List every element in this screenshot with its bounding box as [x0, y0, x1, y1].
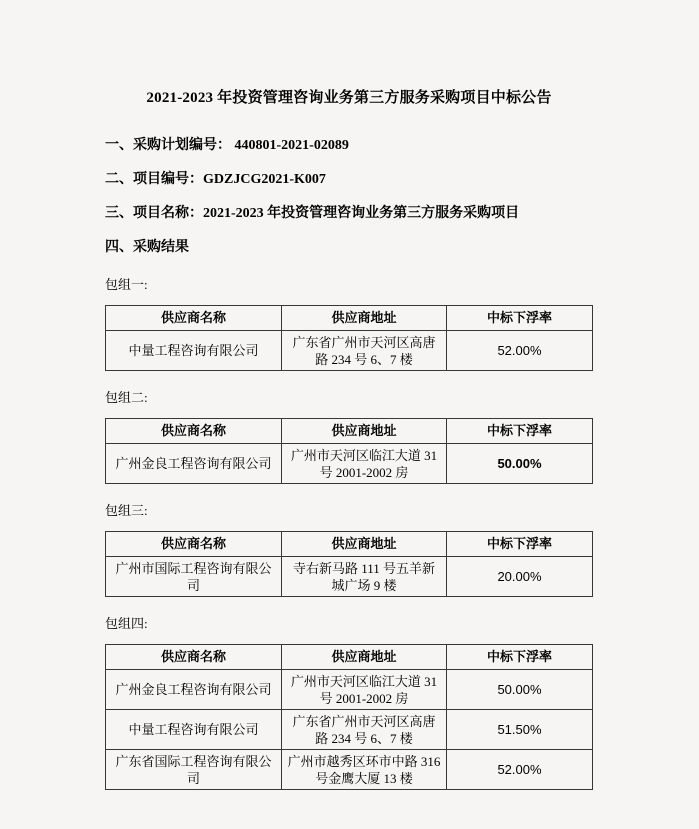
- package-group-4: [105, 616, 593, 790]
- supplier-name-cell: 广州市国际工程咨询有限公司: [106, 557, 282, 597]
- supplier-address-cell: 广东省广州市天河区高唐路 234 号 6、7 楼: [282, 331, 447, 371]
- column-header-winning-rate: 中标下浮率: [447, 306, 593, 331]
- column-header-supplier-address: 供应商地址: [282, 306, 447, 331]
- column-header-supplier-name: 供应商名称: [106, 306, 282, 331]
- column-header-supplier-name: 供应商名称: [106, 532, 282, 557]
- winning-rate-cell: 20.00%: [447, 557, 593, 597]
- supplier-name-cell: 中量工程咨询有限公司: [106, 710, 282, 750]
- winning-rate-cell: 51.50%: [447, 710, 593, 750]
- supplier-name-cell: 广州金良工程咨询有限公司: [106, 670, 282, 710]
- winning-rate-cell: 50.00%: [447, 670, 593, 710]
- column-header-supplier-address: 供应商地址: [282, 645, 447, 670]
- supplier-address-cell: 广东省广州市天河区高唐路 234 号 6、7 楼: [282, 710, 447, 750]
- group-1-award-table: [105, 305, 593, 371]
- supplier-name-cell: 广东省国际工程咨询有限公司: [106, 750, 282, 790]
- group-2-label: 包组二:: [105, 390, 148, 405]
- group-4-award-table: [105, 644, 593, 790]
- column-header-supplier-name: 供应商名称: [106, 419, 282, 444]
- column-header-winning-rate: 中标下浮率: [447, 419, 593, 444]
- package-group-1: [105, 277, 593, 371]
- winning-rate-cell: 52.00%: [447, 750, 593, 790]
- package-group-3: [105, 503, 593, 597]
- winning-rate-cell: 50.00%: [447, 444, 593, 484]
- meta-line-procurement-result: 四、采购结果: [105, 240, 189, 255]
- table-header-row: [106, 532, 593, 557]
- column-header-supplier-name: 供应商名称: [106, 645, 282, 670]
- supplier-name-cell: 中量工程咨询有限公司: [106, 331, 282, 371]
- column-header-winning-rate: 中标下浮率: [447, 645, 593, 670]
- package-group-2: [105, 390, 593, 484]
- meta-line-project-number: 二、项目编号：GDZJCG2021-K007: [105, 172, 326, 187]
- group-3-label: 包组三:: [105, 503, 148, 518]
- table-row: [106, 557, 593, 597]
- supplier-address-cell: 寺右新马路 111 号五羊新城广场 9 楼: [282, 557, 447, 597]
- meta-line-project-name: 三、项目名称：2021-2023 年投资管理咨询业务第三方服务采购项目: [105, 206, 520, 221]
- group-1-label: 包组一:: [105, 277, 148, 292]
- winning-rate-cell: 52.00%: [447, 331, 593, 371]
- table-header-row: [106, 419, 593, 444]
- group-4-label: 包组四:: [105, 616, 148, 631]
- supplier-address-cell: 广州市天河区临江大道 31 号 2001-2002 房: [282, 670, 447, 710]
- table-row: [106, 710, 593, 750]
- supplier-name-cell: 广州金良工程咨询有限公司: [106, 444, 282, 484]
- table-row: [106, 670, 593, 710]
- table-header-row: [106, 306, 593, 331]
- group-3-award-table: [105, 531, 593, 597]
- table-row: [106, 331, 593, 371]
- column-header-winning-rate: 中标下浮率: [447, 532, 593, 557]
- supplier-address-cell: 广州市越秀区环市中路 316 号金鹰大厦 13 楼: [282, 750, 447, 790]
- table-row: [106, 750, 593, 790]
- supplier-address-cell: 广州市天河区临江大道 31 号 2001-2002 房: [282, 444, 447, 484]
- table-header-row: [106, 645, 593, 670]
- meta-line-plan-number: 一、采购计划编号： 440801-2021-02089: [105, 138, 349, 153]
- table-row: [106, 444, 593, 484]
- column-header-supplier-address: 供应商地址: [282, 532, 447, 557]
- group-2-award-table: [105, 418, 593, 484]
- column-header-supplier-address: 供应商地址: [282, 419, 447, 444]
- page-title: 2021-2023 年投资管理咨询业务第三方服务采购项目中标公告: [146, 90, 552, 106]
